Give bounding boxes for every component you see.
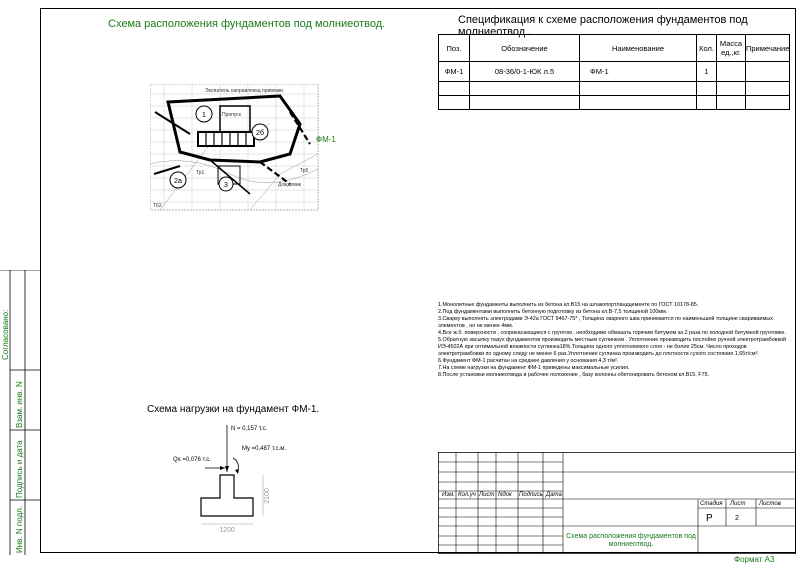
fm-label: ФМ-1 <box>316 135 336 144</box>
spec-h-pos: Поз. <box>439 35 470 62</box>
spec-cell <box>470 82 580 96</box>
spec-h-designation: Обозначение <box>470 35 580 62</box>
tb-col-ndok: Nдок <box>498 492 512 498</box>
plan-label-c1: 1 <box>202 112 206 119</box>
spec-cell <box>470 96 580 110</box>
note-item: 2.Под фундаментами выполнить бетонную подготовку из бетона кл.В-7,5 толщиной 100мм. <box>438 309 668 315</box>
table-row <box>439 96 790 110</box>
note-item: 5.Обратную засыпку пазух фундаментов производить местным суглинком . Уплотнение производить послойно ручной электротрамбовкой ИЭ-4502А при оптимальной влажности суглинка18%.Толщина одного уплотняемого слоя - не более 25см. Число проходов электротрамбовки по одному следу не менее 6 раз.Уплотнение суглинка производить до плотности сухого состояния 1,65т/см³. <box>438 337 787 357</box>
spec-cell <box>746 96 790 110</box>
note-item: 7.На схеме нагрузки на фундамент ФМ-1 приведены максимальные усилия. <box>438 365 630 371</box>
format-label: Формат А3 <box>734 555 775 564</box>
plan-inner-label: Пропуск <box>222 112 241 118</box>
spec-cell <box>439 82 470 96</box>
tb-listov-h: Листов <box>759 501 781 507</box>
vzam-label: Взам. инв. N <box>15 381 24 428</box>
spec-table <box>438 34 790 110</box>
tb-list-h: Лист <box>730 501 746 507</box>
general-notes <box>438 302 788 379</box>
inv-label: Инв. N подл. <box>15 505 24 553</box>
binding-strip <box>0 270 40 555</box>
spec-h-qty: Кол. <box>697 35 717 62</box>
note-item: 8.После установки молниеотвода в рабочее положение , базу колонны обетонировать бетоном кл.В15, F75. <box>438 372 710 378</box>
plan-tr1: Тр1 <box>196 170 205 176</box>
note-item: 4.Все ж.б. поверхности , соприкасающиеся с грунтом , необходимо обмазать горячим битумом за 2 раза по холодной битумной грунтовке. <box>438 330 786 336</box>
spec-header-row <box>439 35 790 62</box>
spec-cell <box>717 82 746 96</box>
load-scheme-title: Схема нагрузки на фундамент ФМ-1. <box>147 404 320 415</box>
tb-name: Схема расположения фундаментов под молниеотвод. <box>566 533 696 548</box>
site-plan <box>150 84 320 212</box>
spec-cell <box>717 62 746 82</box>
spec-cell: ФМ-1 <box>439 62 470 82</box>
plan-t62: Т62 <box>153 203 162 209</box>
spec-cell <box>746 82 790 96</box>
tb-col-izm: Изм. <box>442 492 455 498</box>
spec-cell <box>717 96 746 110</box>
tb-col-list: Лист <box>479 492 495 498</box>
table-row <box>439 82 790 96</box>
spec-h-mass: Масса ед.,кг. <box>717 35 746 62</box>
spec-cell: ФМ-1 <box>580 62 697 82</box>
tb-col-podpis: Подпись <box>519 492 543 498</box>
plan-top-note: Экопатель направляющ привязки <box>205 88 283 94</box>
tb-col-kol: Кол.уч <box>458 492 476 498</box>
plan-label-c2b: 2б <box>256 130 264 137</box>
tb-list: 2 <box>735 515 739 522</box>
plan-tr5: Тр5 <box>300 168 309 174</box>
spec-cell <box>439 96 470 110</box>
table-row <box>439 62 790 82</box>
spec-title: Спецификация к схеме расположения фундаментов под молниеотвод . <box>458 14 748 38</box>
spec-cell <box>697 96 717 110</box>
load-diagram <box>165 420 295 535</box>
spec-cell <box>697 82 717 96</box>
spec-h-name: Наименование <box>580 35 697 62</box>
spec-cell: 08-36/0-1-ЮК л.5 <box>470 62 580 82</box>
spec-cell <box>746 62 790 82</box>
spec-cell <box>580 82 697 96</box>
load-n: N = 0,157 т.с. <box>231 426 268 432</box>
spec-cell <box>580 96 697 110</box>
plan-gk: Дождевик <box>278 182 301 188</box>
spec-cell: 1 <box>697 62 717 82</box>
tb-col-data: Дата <box>546 492 562 498</box>
tb-stadia-h: Стадия <box>700 501 723 507</box>
agreed-label: Согласовано: <box>1 309 10 360</box>
podpis-label: Подпись и дата <box>15 440 24 498</box>
plan-label-c2a: 2а <box>174 178 182 185</box>
scheme-title: Схема расположения фундаментов под молниеотвод. <box>108 18 386 30</box>
dim-width: 1200 <box>219 527 235 534</box>
note-item: 3.Сварку выполнять электродами Э-42а ГОСТ 9467-75* , Толщина сварного шва принимается по наименьшей толщине свариваемых элементов , но не менее 4мм. <box>438 316 773 329</box>
dim-height: 2100 <box>264 488 271 504</box>
note-item: 1.Монолитные фундаменты выполнить из бетона кл.В15 на шлакопортландцементе по ГОСТ 10178-85. <box>438 302 699 308</box>
load-qx: Qx =0,076 т.с. <box>173 457 211 463</box>
plan-label-c3: 3 <box>224 182 228 189</box>
spec-h-note: Примечание <box>746 35 790 62</box>
tb-stadia: Р <box>706 513 713 524</box>
note-item: 6.Фундамент ФМ-1 расчитан на среднее давления у основания 4,3 т/м². <box>438 358 619 364</box>
load-my: My =0,487 т.с.м. <box>242 446 287 452</box>
